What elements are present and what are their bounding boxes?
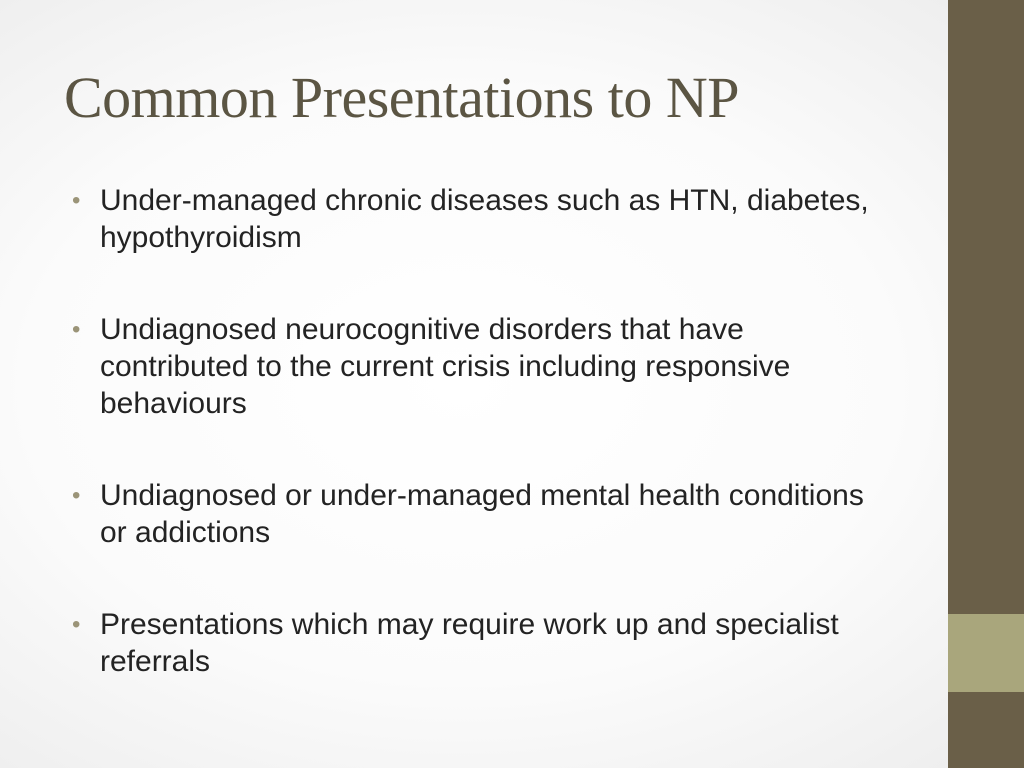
- bullet-marker-icon: •: [72, 316, 81, 343]
- bullet-item: [72, 606, 872, 680]
- bullet-marker-icon: •: [72, 187, 81, 214]
- bullet-item: [72, 477, 872, 551]
- bullet-marker-icon: •: [72, 611, 81, 638]
- bullet-text: Under-managed chronic diseases such as HTN, diabetes, hypothyroidism: [100, 184, 869, 254]
- bullet-marker-icon: •: [72, 482, 81, 509]
- slide-title: Common Presentations to NP: [64, 65, 739, 130]
- bullet-text: Presentations which may require work up and specialist referrals: [100, 608, 839, 678]
- bullet-text: Undiagnosed or under-managed mental health conditions or addictions: [100, 479, 864, 549]
- bullet-list: [72, 182, 872, 735]
- bullet-item: [72, 311, 872, 422]
- bullet-item: [72, 182, 872, 256]
- bullet-text: Undiagnosed neurocognitive disorders that have contributed to the current crisis including responsive behaviours: [100, 313, 791, 420]
- decorative-sidebar-accent: [948, 614, 1024, 692]
